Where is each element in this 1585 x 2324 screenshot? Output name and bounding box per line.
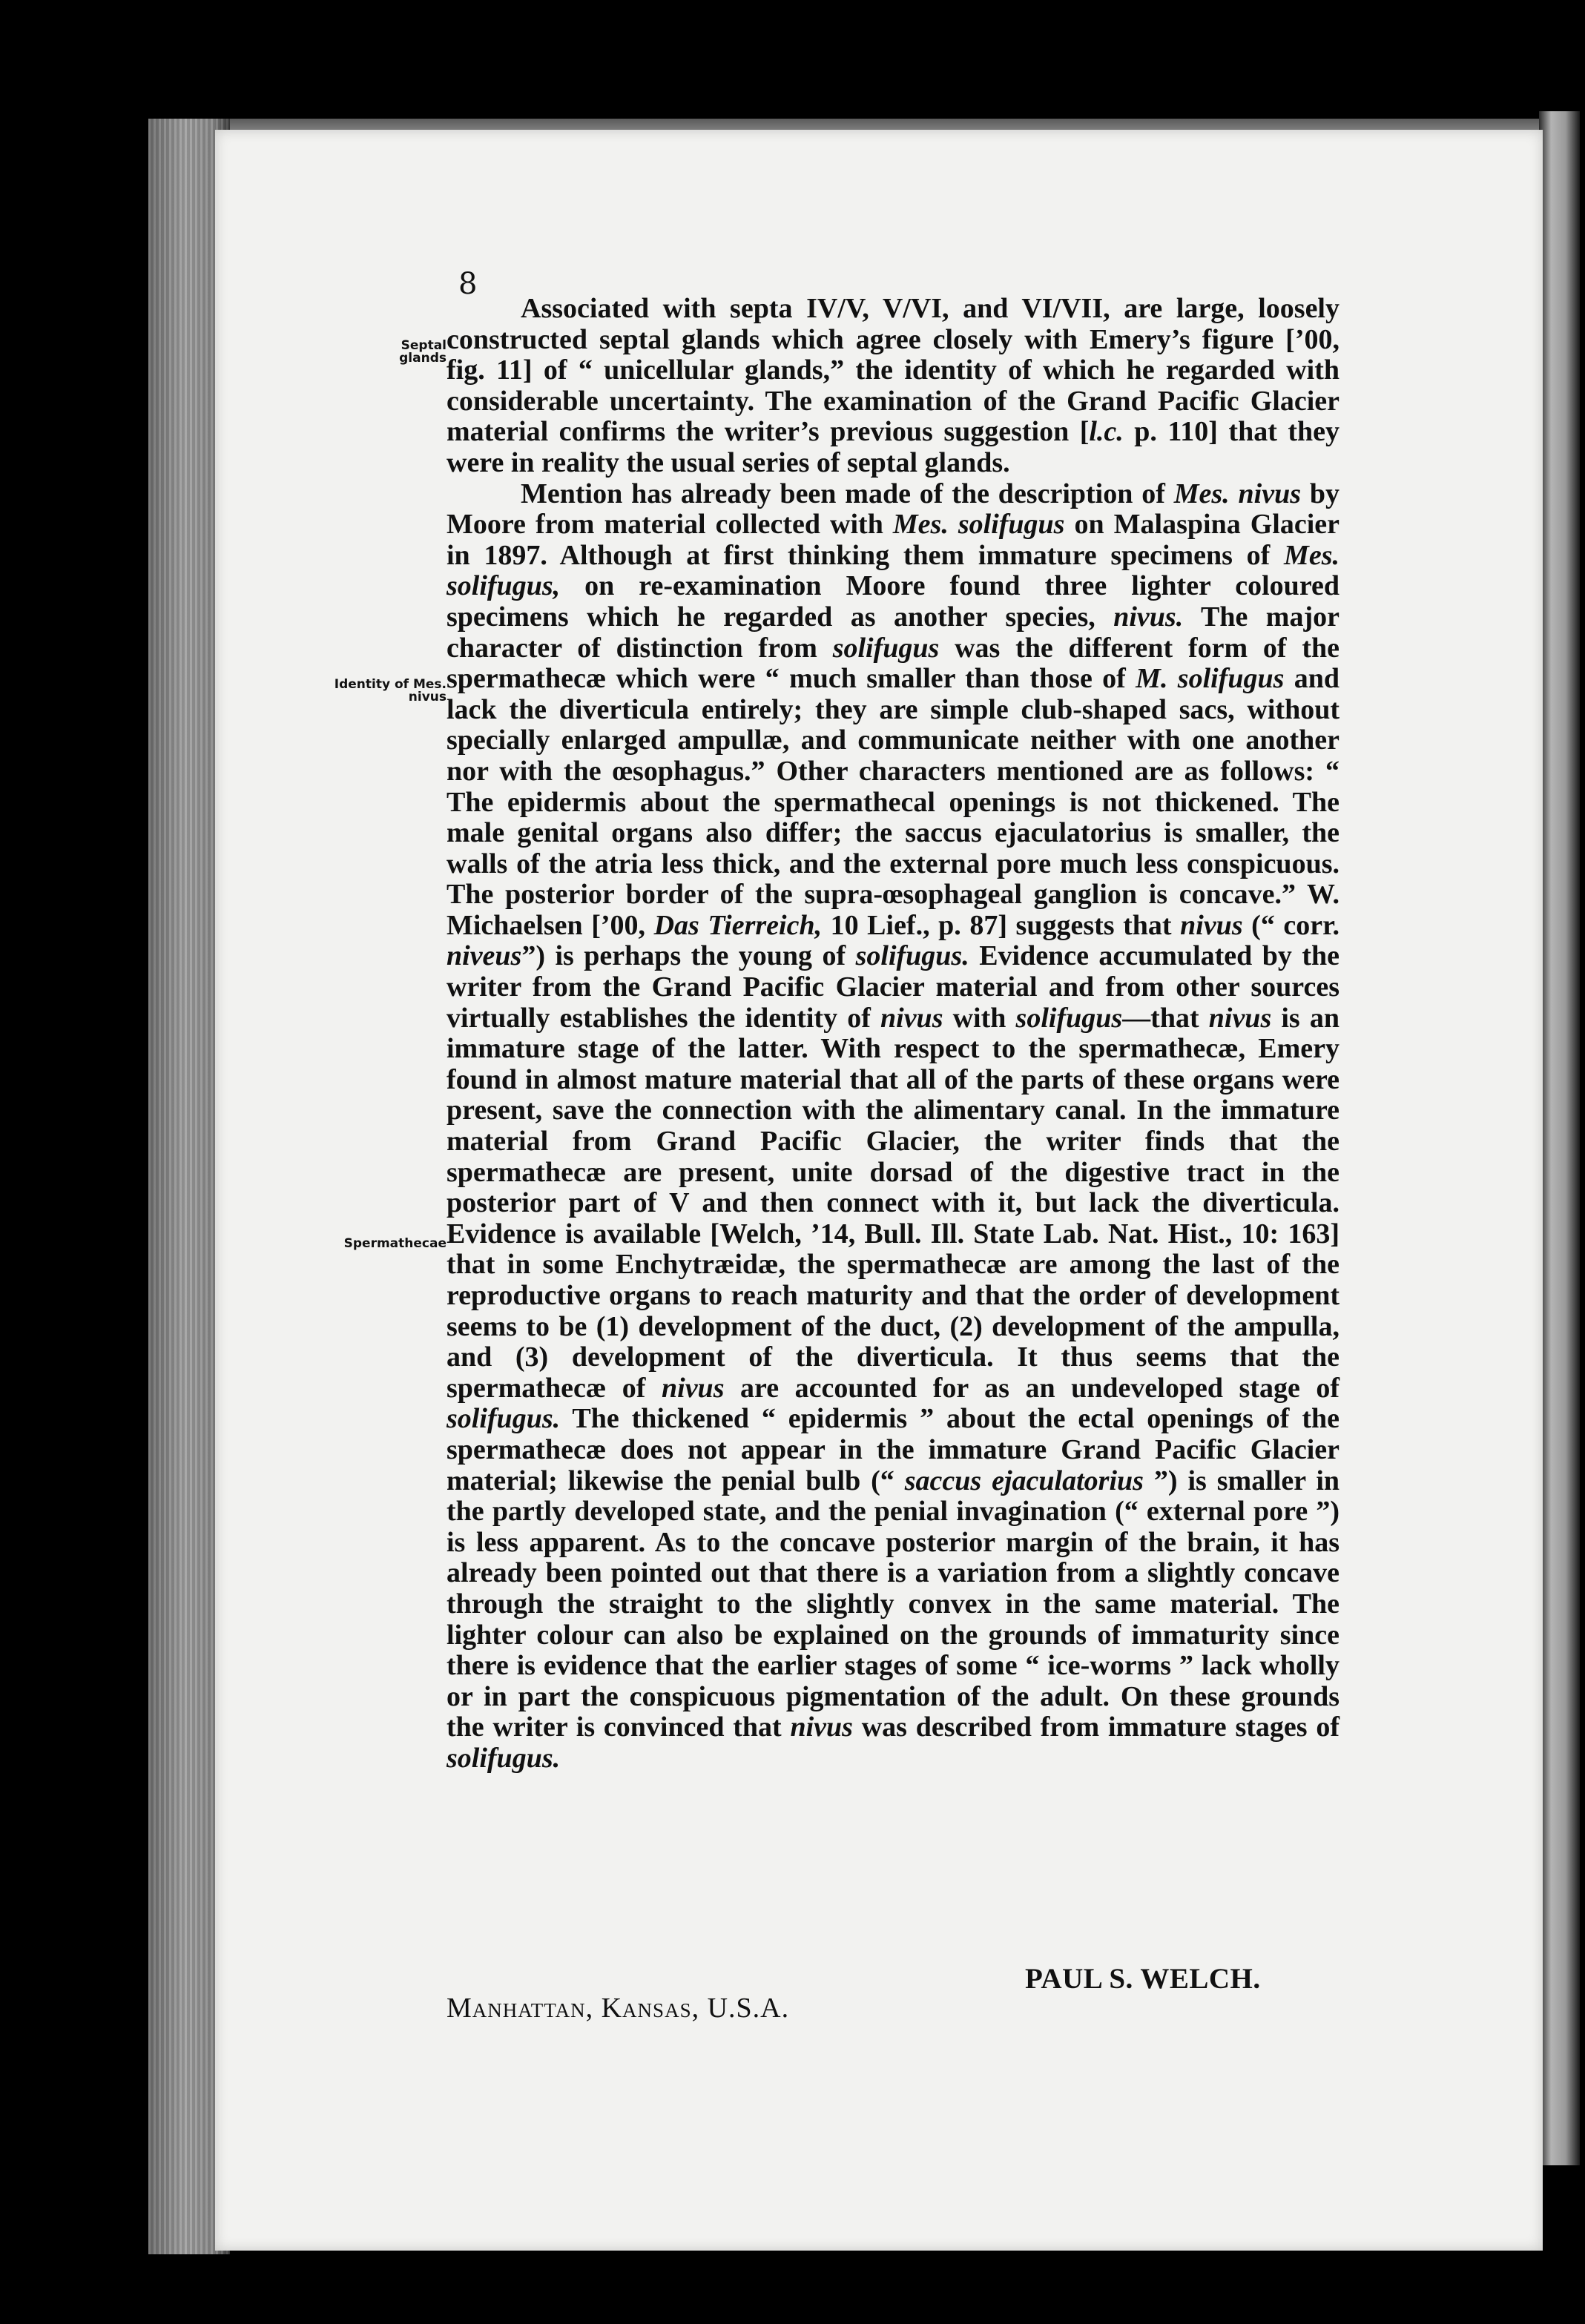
italic-term: nivus	[790, 1711, 853, 1743]
text-run: on re-examination Moore found three lighter coloured specimens which he regarded as another species,	[446, 570, 1339, 633]
text-run: p. 110] that they were in reality the usual series of septal glands.	[446, 416, 1339, 478]
italic-term: nivus	[1208, 1002, 1272, 1034]
text-run: ”) is smaller in the partly developed state, and the penial invagination (“ external pore ”) is less apparent. As to the concave posterior margin of the brain, it has already been pointed out that there is a variation from a slightly concave through the straight to the slightly convex in the same material. The lighter colour can also be explained on the grounds of immaturity since there is evidence that the earlier stages of some “ ice-worms ” lack wholly or in part the conspicuous pigmentation of the adult. On these grounds the writer is convinced that	[446, 1465, 1340, 1743]
text-run: was described from immature stages of	[852, 1711, 1339, 1743]
paragraph-mes-nivus	[446, 479, 1339, 1775]
italic-term: nivus	[880, 1002, 943, 1034]
italic-term: solifugus	[832, 632, 940, 664]
italic-term: nivus	[1180, 909, 1243, 941]
italic-term: solifugus.	[446, 1742, 561, 1774]
body-text	[446, 294, 1339, 1775]
italic-term: solifugus	[1015, 1002, 1123, 1034]
italic-term: saccus ejaculatorius	[904, 1465, 1144, 1496]
text-run: Evidence accumulated by the writer from the Grand Pacific Glacier material and from other sources virtually establishes the identity of	[446, 940, 1339, 1034]
text-run: ”) is perhaps the young of	[521, 940, 856, 972]
text-run: —that	[1122, 1002, 1209, 1034]
italic-term: l.c.	[1089, 416, 1124, 448]
right-page-edge	[1539, 111, 1580, 2165]
italic-term: solifugus.	[446, 1403, 561, 1435]
text-run: The major character of distinction from	[446, 601, 1339, 664]
italic-term: nivus	[662, 1372, 725, 1404]
italic-term: Das Tierreich,	[653, 909, 823, 941]
text-run: Associated with septa IV/V, V/VI, and VI/VII, are large, loosely constructed septal glands which agree closely with Emery’s figure [’00, fig. 11] of “ unicellular glands,” the identity of which he regarded with considerable uncertainty. The examination of the Grand Pacific Glacier material confirms the writer’s previous suggestion [	[446, 293, 1339, 448]
text-run: with	[943, 1002, 1016, 1034]
author-signature: PAUL S. WELCH.	[1025, 1963, 1261, 1995]
paragraph-septal-glands	[446, 294, 1339, 479]
text-run: Mention has already been made of the description of	[521, 478, 1174, 509]
text-run: by Moore from material collected with	[446, 478, 1340, 541]
margin-note-identity: Identity of Mes. nivus	[334, 677, 446, 704]
text-run: and lack the diverticula entirely; they are simple club-shaped sacs, without specially enlarged ampullæ, and communicate neither with one another nor with the œsophagus.” Other characters mentioned are as follows: “ The epidermis about the spermathecal openings is not thickened. The male genital organs also differ; the saccus ejaculatorius is smaller, the walls of the atria less thick, and the external pore much less conspicuous. The posterior border of the supra-œsophageal ganglion is concave.” W. Michaelsen [’00,	[446, 663, 1339, 941]
page-number: 8	[458, 267, 478, 301]
margin-note-spermathecae: Spermathecae	[343, 1236, 446, 1251]
text-run: are accounted for as an undeveloped stage of	[724, 1372, 1339, 1404]
text-run: 10 Lief., p. 87] suggests that	[822, 909, 1181, 941]
margin-note-septal-glands: Septal glands	[399, 338, 446, 366]
italic-term: niveus	[446, 940, 522, 972]
text-run: is an immature stage of the latter. With respect to the spermathecæ, Emery found in almost mature material that all of the parts of these organs were present, save the connection with the alimentary canal. In the immature material from Grand Pacific Glacier, the writer finds that the spermathecæ are present, unite dorsad of the digestive tract in the posterior part of V and then connect with it, but lack the diverticula. Evidence is available [Welch, ’14, Bull. Ill. State Lab. Nat. Hist., 10: 163] that in some Enchytræidæ, the spermathecæ are among the last of the reproductive organs to reach maturity and that the order of development seems to be (1) development of the duct, (2) development of the ampulla, and (3) development of the diverticula. It thus seems that the spermathecæ of	[446, 1002, 1339, 1404]
author-location: Manhattan, Kansas, U.S.A.	[446, 1993, 790, 2024]
italic-term: M. solifugus	[1136, 663, 1285, 695]
text-run: The thickened “ epidermis ” about the ectal openings of the spermathecæ does not appear in the immature Grand Pacific Glacier material; likewise the penial bulb (“	[446, 1403, 1339, 1496]
text-run: on Malaspina Glacier in 1897. Although at first thinking them immature specimens of	[446, 509, 1339, 571]
text-run: (“ corr.	[1242, 909, 1339, 941]
italic-term: Mes. solifugus	[892, 509, 1065, 541]
italic-term: Mes. solifugus,	[446, 539, 1339, 602]
italic-term: Mes. nivus	[1173, 478, 1302, 509]
italic-term: solifugus.	[855, 940, 969, 972]
text-run: was the different form of the spermathecæ which were “ much smaller than those of	[446, 632, 1339, 695]
italic-term: nivus.	[1113, 601, 1184, 633]
